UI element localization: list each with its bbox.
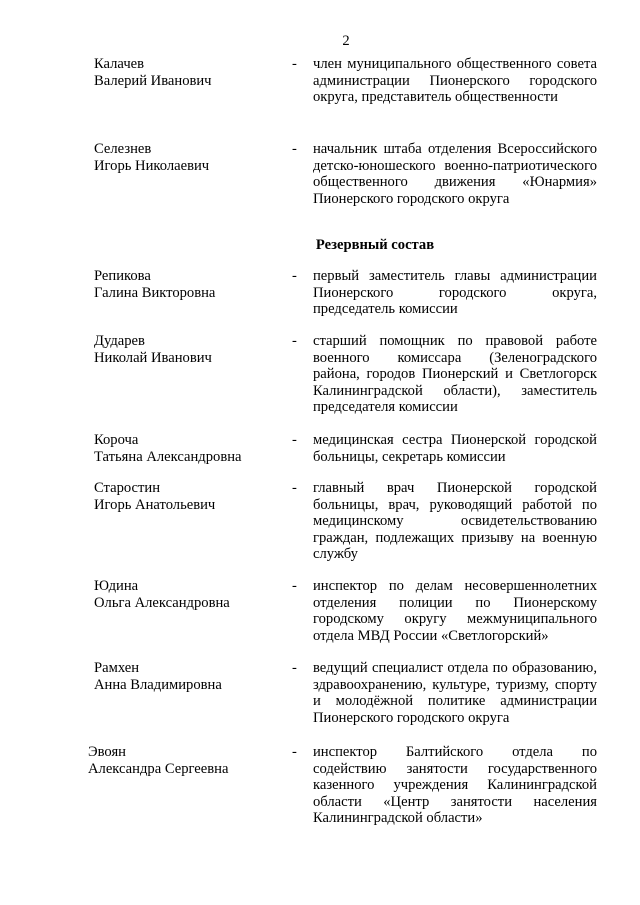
member-role: член муниципального общественного совета администрации Пионерского городского округа, представитель общественности <box>313 56 597 106</box>
member-name <box>94 333 284 366</box>
member-given-name: Игорь Анатольевич <box>94 496 216 513</box>
member-role: главный врач Пионерской городской больницы, врач, руководящий работой по медицинскому освидетельствованию граждан, подлежащих призыву на военную службу <box>313 480 597 563</box>
member-given-name: Игорь Николаевич <box>94 157 210 174</box>
member-surname: Калачев <box>94 56 145 72</box>
member-surname: Эвоян <box>88 744 126 760</box>
dash: - <box>292 578 297 594</box>
member-name <box>94 141 284 174</box>
member-role: первый заместитель главы администрации Пионерского городского округа, председатель комиссии <box>313 268 597 318</box>
member-role: медицинская сестра Пионерской городской больницы, секретарь комиссии <box>313 432 597 465</box>
member-name <box>94 578 284 611</box>
member-given-name: Валерий Иванович <box>94 72 212 89</box>
member-role: начальник штаба отделения Всероссийского детско-юношеского военно-патриотического общественного движения «Юнармия» Пионерского городского округа <box>313 141 597 207</box>
member-surname: Дударев <box>94 333 145 349</box>
member-given-name: Александра Сергеевна <box>88 760 229 777</box>
member-given-name: Анна Владимировна <box>94 676 222 693</box>
member-role: инспектор по делам несовершеннолетних отделения полиции по Пионерскому городскому округу межмуниципального отдела МВД России «Светлогорский» <box>313 578 597 644</box>
section-heading: Резервный состав <box>315 237 435 253</box>
dash: - <box>292 333 297 349</box>
page-number: 2 <box>342 33 350 49</box>
dash: - <box>292 744 297 760</box>
dash: - <box>292 432 297 448</box>
member-name <box>94 432 284 465</box>
dash: - <box>292 480 297 496</box>
member-surname: Селезнев <box>94 141 152 157</box>
member-role: старший помощник по правовой работе военного комиссара (Зеленоградского района, городов Пионерский и Светлогорск Калининградской области), заместитель председателя комиссии <box>313 333 597 416</box>
member-surname: Юдина <box>94 578 139 594</box>
member-surname: Старостин <box>94 480 161 496</box>
member-given-name: Николай Иванович <box>94 349 212 366</box>
member-given-name: Ольга Александровна <box>94 594 230 611</box>
dash: - <box>292 268 297 284</box>
dash: - <box>292 141 297 157</box>
member-name <box>88 744 278 777</box>
member-name <box>94 268 284 301</box>
dash: - <box>292 660 297 676</box>
member-given-name: Галина Викторовна <box>94 284 216 301</box>
member-name <box>94 56 284 89</box>
member-surname: Репикова <box>94 268 151 284</box>
member-name <box>94 660 284 693</box>
member-given-name: Татьяна Александровна <box>94 448 242 465</box>
member-name <box>94 480 284 513</box>
dash: - <box>292 56 297 72</box>
member-surname: Рамхен <box>94 660 140 676</box>
member-role: инспектор Балтийского отдела по содействию занятости государственного казенного учреждения Калининградской области «Центр занятости населения Калининградской области» <box>313 744 597 827</box>
member-surname: Короча <box>94 432 139 448</box>
member-role: ведущий специалист отдела по образованию, здравоохранению, культуре, туризму, спорту и молодёжной политике администрации Пионерского городского округа <box>313 660 597 726</box>
